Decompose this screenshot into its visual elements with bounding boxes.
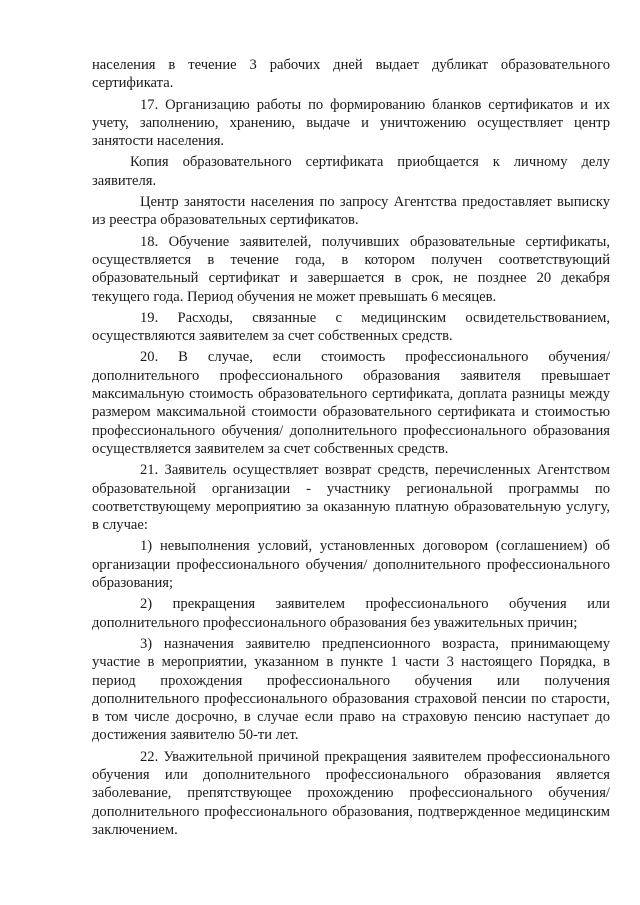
paragraph-copy-certificate: Копия образовательного сертификата приобщается к личному делу заявителя. xyxy=(92,154,610,189)
paragraph-22: 22. Уважительной причиной прекращения заявителем профессионального обучения или дополнительного профессионального образования является заболевание, препятствующее прохождению профессионального обучения/ дополнительного профессионального образования, подтвержденное медицинским заключением. xyxy=(92,748,610,838)
paragraph-18: 18. Обучение заявителей, получивших образовательные сертификаты, осуществляется в течение года, в котором получен соответствующий образовательный сертификат и завершается в срок, не позднее 20 декабря текущего года. Период обучения не может превышать 6 месяцев. xyxy=(92,233,610,305)
paragraph-21: 21. Заявитель осуществляет возврат средств, перечисленных Агентством образовательной организации - участнику региональной программы по соответствующему мероприятию за оказанную платную образовательную услугу, в случае: xyxy=(92,462,610,534)
paragraph-duplicate-certificate: населения в течение 3 рабочих дней выдает дубликат образовательного сертификата. xyxy=(92,57,610,92)
document-body xyxy=(92,56,610,839)
paragraph-21-item-3: 3) назначения заявителю предпенсионного возраста, принимающему участие в мероприятии, указанном в пункте 1 части 3 настоящего Порядка, в период прохождения профессионального обучения или получения дополнительного профессионального образования страховой пенсии по старости, в том числе досрочно, в случае если право на страховую пенсию наступает до достижения заявителю 50-ти лет. xyxy=(92,635,610,744)
paragraph-registry-extract: Центр занятости населения по запросу Агентства предоставляет выписку из реестра образовательных сертификатов. xyxy=(92,194,610,229)
paragraph-19: 19. Расходы, связанные с медицинским освидетельствованием, осуществляются заявителем за счет собственных средств. xyxy=(92,309,610,345)
paragraph-20: 20. В случае, если стоимость профессионального обучения/ дополнительного профессионального образования заявителя превышает максимальную стоимость образовательного сертификата, доплата разницы между размером максимальной стоимости образовательного сертификата и стоимостью профессионального обучения/ дополнительного профессионального образования осуществляется заявителем за счет собственных средств. xyxy=(92,349,610,457)
paragraph-21-item-1: 1) невыполнения условий, установленных договором (соглашением) об организации профессионального обучения/ дополнительного профессионального образования; xyxy=(92,538,610,592)
paragraph-21-item-2: 2) прекращения заявителем профессионального обучения или дополнительного профессионального образования без уважительных причин; xyxy=(92,596,610,631)
paragraph-17: 17. Организацию работы по формированию бланков сертификатов и их учету, заполнению, хранению, выдаче и уничтожению осуществляет центр занятости населения. xyxy=(92,96,610,150)
